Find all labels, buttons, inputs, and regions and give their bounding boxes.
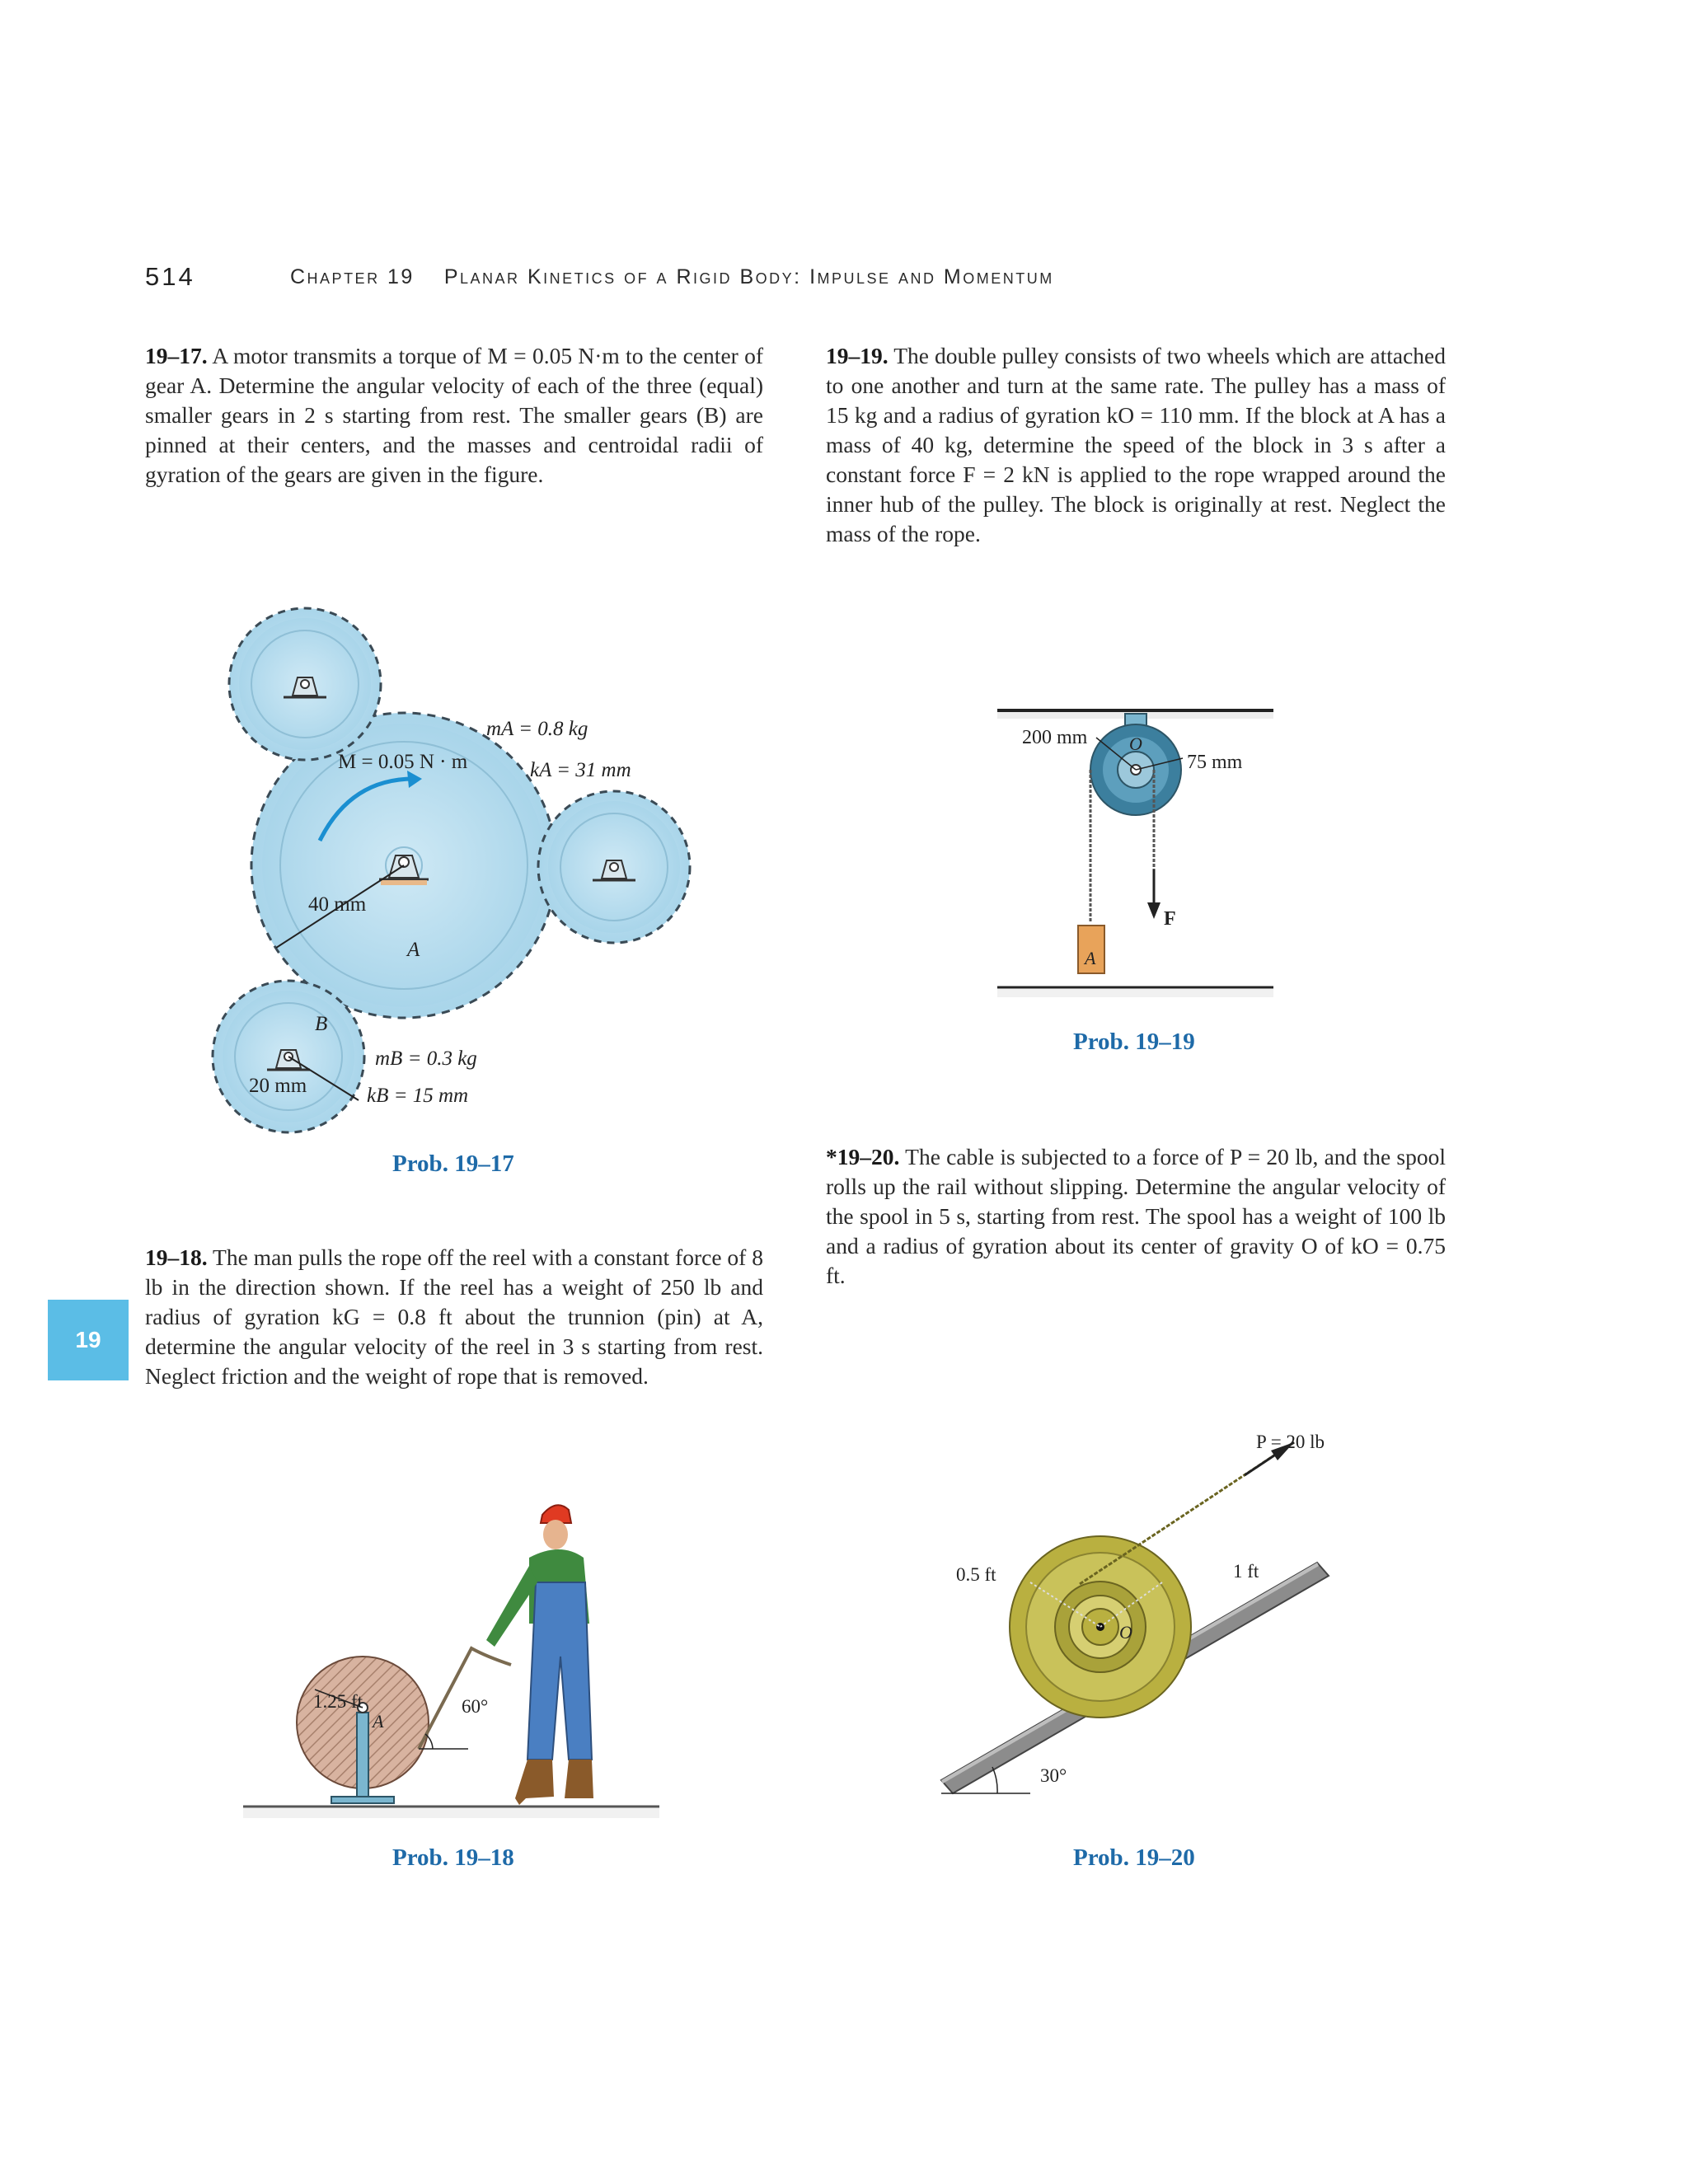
label-05ft: 0.5 ft xyxy=(956,1564,996,1585)
label-pin-a: A xyxy=(373,1711,384,1732)
running-header xyxy=(290,265,1054,289)
label-20mm: 20 mm xyxy=(249,1075,307,1097)
label-f: F xyxy=(1164,908,1176,930)
pulley-figure xyxy=(989,692,1302,1014)
label-block-a: A xyxy=(1085,948,1096,968)
page-number: 514 xyxy=(145,262,195,291)
label-moment: M = 0.05 N · m xyxy=(338,751,468,773)
gear-figure xyxy=(198,593,709,1137)
man-figure xyxy=(486,1505,593,1805)
label-angle: 30° xyxy=(1040,1765,1067,1786)
problem-number: *19–20. xyxy=(826,1144,900,1169)
label-1ft: 1 ft xyxy=(1233,1561,1259,1582)
problem-number: 19–17. xyxy=(145,343,208,368)
caption-19-19: Prob. 19–19 xyxy=(1073,1029,1195,1055)
reel-figure xyxy=(239,1492,684,1846)
problem-19-18 xyxy=(145,1243,763,1391)
label-75mm: 75 mm xyxy=(1187,752,1243,773)
label-kb: kB = 15 mm xyxy=(367,1085,469,1107)
spool-figure xyxy=(948,1393,1360,1805)
problem-19-19 xyxy=(826,341,1446,549)
label-mb: mB = 0.3 kg xyxy=(375,1047,477,1070)
caption-19-18: Prob. 19–18 xyxy=(392,1844,514,1871)
label-angle: 60° xyxy=(462,1696,489,1717)
chapter-label: Chapter 19 xyxy=(290,265,415,288)
label-40mm: 40 mm xyxy=(308,893,367,916)
problem-text: The man pulls the rope off the reel with a constant force of 8 lb in the direction shown. If the reel has a weight of 250 lb and radius of gyration kG = 0.8 ft about the trunnion (pin) at A, determine the angular velocity of the reel in 3 s starting from rest. Neglect friction and the weight of rope that is removed. xyxy=(145,1244,763,1389)
problem-number: 19–19. xyxy=(826,343,889,368)
label-radius: 1.25 ft xyxy=(313,1691,363,1712)
chapter-tab: 19 xyxy=(48,1300,129,1380)
label-ka: kA = 31 mm xyxy=(530,759,631,781)
label-a: A xyxy=(407,939,420,961)
problem-text: The cable is subjected to a force of P = 20 lb, and the spool rolls up the rail without slipping. Determine the angular velocity of the spool in 5 s, starting from rest. The spool has a weight of 100 lb and a radius of gyration about its center of gravity O of kO = 0.75 ft. xyxy=(826,1144,1446,1288)
label-ma: mA = 0.8 kg xyxy=(486,718,588,740)
caption-19-17: Prob. 19–17 xyxy=(392,1151,514,1177)
chapter-title: Planar Kinetics of a Rigid Body: Impulse and Momentum xyxy=(443,265,1054,288)
label-b: B xyxy=(315,1013,328,1035)
problem-text: The double pulley consists of two wheels which are attached to one another and turn at the same rate. The pulley has a mass of 15 kg and a radius of gyration kO = 110 mm. If the block at A has a mass of 40 kg, determine the speed of the block in 3 s after a constant force F = 2 kN is applied to the rope wrapped around the inner hub of the pulley. The block is originally at rest. Neglect the mass of the rope. xyxy=(826,343,1446,546)
caption-19-20: Prob. 19–20 xyxy=(1073,1844,1195,1871)
label-200mm: 200 mm xyxy=(1022,727,1088,748)
problem-text: A motor transmits a torque of M = 0.05 N·m to the center of gear A. Determine the angular velocity of each of the three (equal) smaller gears in 2 s starting from rest. The smaller gears (B) are pinned at their centers, and the masses and centroidal radii of gyration of the gears are given in the figure. xyxy=(145,343,764,487)
problem-19-17 xyxy=(145,341,763,490)
problem-number: 19–18. xyxy=(145,1244,208,1270)
label-o: O xyxy=(1119,1622,1132,1643)
label-o: O xyxy=(1129,733,1142,754)
label-p: P = 20 lb xyxy=(1256,1432,1325,1452)
problem-19-20 xyxy=(826,1142,1446,1291)
